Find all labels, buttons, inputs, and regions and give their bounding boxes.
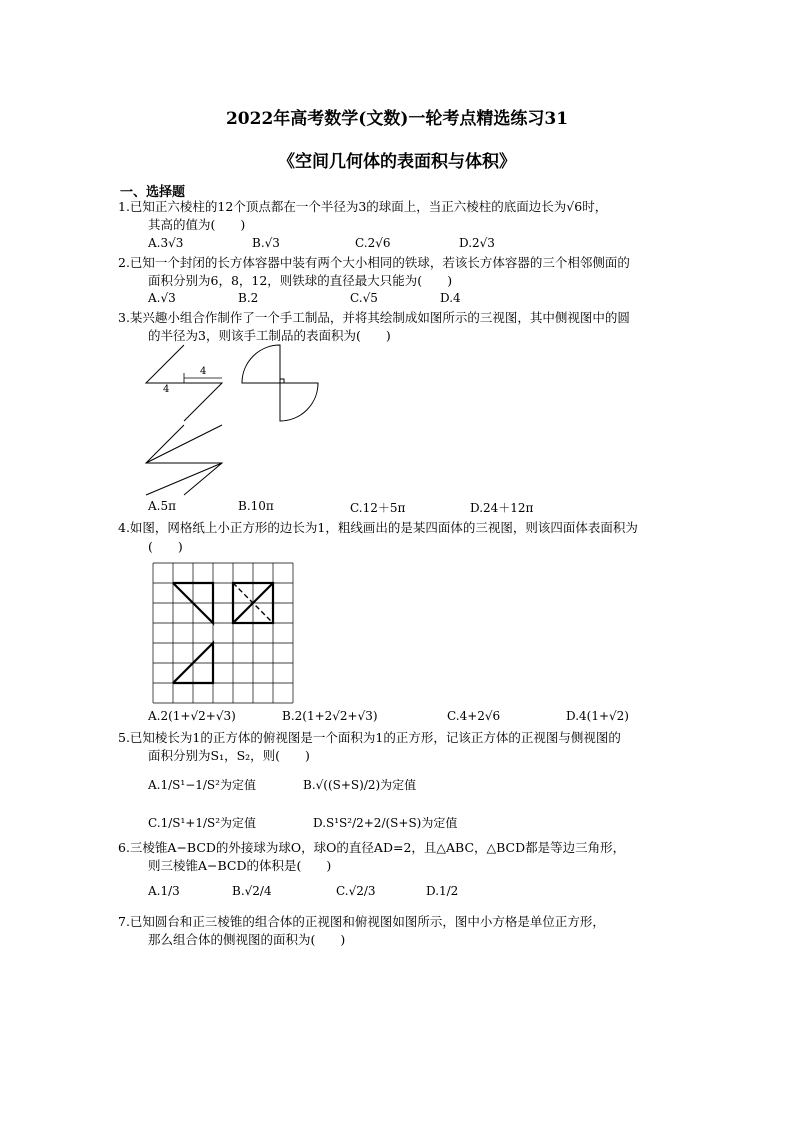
- q3-dimension-lines: [146, 373, 222, 383]
- q6-stem-line1: 6.三棱锥A−BCD的外接球为球O，球O的直径AD=2，且△ABC，△BCD都是等边三角形，: [118, 840, 626, 855]
- q1-option-d[interactable]: D.2√3: [459, 236, 495, 250]
- q3-option-b[interactable]: B.10π: [238, 499, 274, 513]
- q7-stem-line1: 7.已知圆台和正三棱锥的组合体的正视图和俯视图如图所示，图中小方格是单位正方形，: [118, 914, 605, 929]
- page-title: 2022年高考数学(文数)一轮考点精选练习31: [225, 109, 569, 129]
- q6-stem-line2: 则三棱锥A−BCD的体积是( ): [148, 858, 332, 873]
- q3-option-c[interactable]: C.12＋5π: [350, 501, 406, 515]
- q1-option-a[interactable]: A.3√3: [148, 236, 184, 250]
- q2-option-a[interactable]: A.√3: [148, 291, 176, 305]
- q3-dim-label-bottom: 4: [163, 384, 170, 395]
- q3-dim-label-top: 4: [200, 366, 207, 377]
- section-heading: 一、选择题: [120, 185, 186, 200]
- q3-side-view: [242, 345, 318, 421]
- q6-option-c[interactable]: C.√2/3: [336, 884, 376, 898]
- q2-option-c[interactable]: C.√5: [350, 291, 378, 305]
- q2-stem-line1: 2.已知一个封闭的长方体容器中装有两个大小相同的铁球，若该长方体容器的三个相邻侧面的: [118, 255, 630, 270]
- q3-option-a[interactable]: A.5π: [148, 499, 177, 513]
- q5-option-c[interactable]: C.1/S¹+1/S²为定值: [148, 816, 257, 830]
- q4-stem-line1: 4.如图，网格纸上小正方形的边长为1，粗线画出的是某四面体的三视图，则该四面体表面积为: [118, 520, 638, 535]
- q4-option-a[interactable]: A.2(1+√2+√3): [148, 709, 236, 723]
- q3-option-d[interactable]: D.24＋12π: [470, 501, 534, 515]
- q6-option-d[interactable]: D.1/2: [426, 884, 459, 898]
- q3-stem-line2: 的半径为3，则该手工制品的表面积为( ): [148, 328, 391, 343]
- q3-stem-line1: 3.某兴趣小组合作制作了一个手工制品，并将其绘制成如图所示的三视图，其中侧视图中的圆: [118, 310, 630, 325]
- q6-option-a[interactable]: A.1/3: [148, 884, 180, 898]
- q4-option-b[interactable]: B.2(1+2√2+√3): [282, 709, 378, 723]
- q3-top-view: [146, 425, 222, 495]
- q4-grid-figure: [153, 563, 295, 705]
- q4-option-d[interactable]: D.4(1+√2): [566, 709, 629, 723]
- q2-stem-line2: 面积分别为6，8，12，则铁球的直径最大只能为( ): [148, 273, 453, 288]
- q5-option-a[interactable]: A.1/S¹−1/S²为定值: [148, 778, 256, 792]
- q5-stem-line1: 5.已知棱长为1的正方体的俯视图是一个面积为1的正方形，记该正方体的正视图与侧视图的: [118, 730, 621, 745]
- q7-stem-line2: 那么组合体的侧视图的面积为( ): [148, 932, 346, 947]
- q2-option-d[interactable]: D.4: [440, 291, 461, 305]
- q2-option-b[interactable]: B.2: [238, 291, 259, 305]
- q5-stem-line2: 面积分别为S₁，S₂，则( ): [148, 748, 310, 763]
- q1-stem-line2: 其高的值为( ): [148, 217, 246, 232]
- q1-option-c[interactable]: C.2√6: [355, 236, 391, 250]
- q3-top-view-shape: [146, 425, 222, 495]
- q1-option-b[interactable]: B.√3: [252, 236, 280, 250]
- page-subtitle: 《空间几何体的表面积与体积》: [278, 152, 516, 172]
- q4-stem-line2: ( ): [148, 539, 183, 554]
- q3-three-view-figure: [140, 345, 330, 495]
- q4-option-c[interactable]: C.4+2√6: [447, 709, 501, 723]
- q6-option-b[interactable]: B.√2/4: [232, 884, 272, 898]
- q1-stem-line1: 1.已知正六棱柱的12个顶点都在一个半径为3的球面上，当正六棱柱的底面边长为√6时，: [118, 199, 608, 214]
- q5-option-b[interactable]: B.√((S+S)/2)为定值: [303, 778, 417, 792]
- q5-option-d[interactable]: D.S¹S²/2+2/(S+S)为定值: [313, 816, 458, 830]
